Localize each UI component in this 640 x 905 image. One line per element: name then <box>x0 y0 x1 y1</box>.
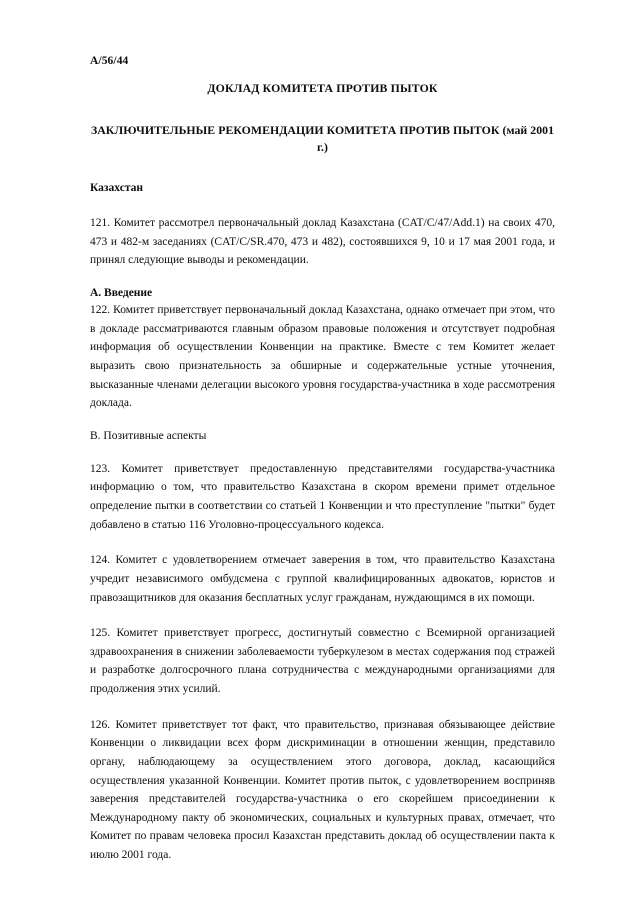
paragraph-126: 126. Комитет приветствует тот факт, что правительство, признавая обязывающее действие Конвенции о ликвидации всех форм дискриминации в отношении женщин, представило органу, наблюдающему за осуществлением этого договора, доклад, касающийся осуществления указанной Конвенции. Комитет против пыток, с удовлетворением восприняв заверения представителей государства-участника о его скорейшем присоединении к Международному пакту об экономических, социальных и культурных правах, отмечает, что Комитет по правам человека просил Казахстан представить доклад об осуществлении пакта к июлю 2001 года. <box>90 718 555 862</box>
document-symbol: A/56/44 <box>90 55 129 67</box>
paragraph-121: 121. Комитет рассмотрел первоначальный доклад Казахстана (CAT/C/47/Add.1) на своих 470, 473 и 482-м заседаниях (CAT/C/SR.470, 473 и 482), состоявшихся 9, 10 и 17 мая 2001 года, и принял следующие выводы и рекомендации. <box>90 217 555 267</box>
section-heading-introduction: A. Введение <box>90 287 153 300</box>
section-heading-positive-aspects: B. Позитивные аспекты <box>90 429 207 442</box>
paragraph-123: 123. Комитет приветствует предоставленную представителями государства-участника информацию о том, что правительство Казахстана в скором времени примет отдельное определение пытки в соответствии со статьей 1 Конвенции и что преступление "пытки" будет добавлено в статью 116 Уголовно-процессуального кодекса. <box>90 462 555 531</box>
document-subtitle: ЗАКЛЮЧИТЕЛЬНЫЕ РЕКОМЕНДАЦИИ КОМИТЕТА ПРОТИВ ПЫТОК (май 2001 г.) <box>90 123 555 155</box>
country-heading: Казахстан <box>90 182 143 195</box>
paragraph-122: 122. Комитет приветствует первоначальный доклад Казахстана, однако отмечает при этом, что в докладе рассматриваются главным образом правовые положения и отсутствует подробная информация об осуществлении Конвенции на практике. Вместе с тем Комитет желает выразить свою признательность за обширные и содержательные устные уточнения, высказанные членами делегации высокого уровня государства-участника в ходе рассмотрения доклада. <box>90 304 555 410</box>
paragraph-125: 125. Комитет приветствует прогресс, достигнутый совместно с Всемирной организацией здравоохранения в снижении заболеваемости туберкулезом в местах содержания под стражей и разработке долгосрочного плана сотрудничества с международными организациями для продолжения этих усилий. <box>90 627 555 696</box>
paragraph-124: 124. Комитет с удовлетворением отмечает заверения в том, что правительство Казахстана учредит независимого омбудсмена с группой квалифицированных адвокатов, юристов и правозащитников для оказания бесплатных услуг гражданам, нуждающимся в их помощи. <box>90 554 555 604</box>
document-title: ДОКЛАД КОМИТЕТА ПРОТИВ ПЫТОК <box>207 81 438 95</box>
